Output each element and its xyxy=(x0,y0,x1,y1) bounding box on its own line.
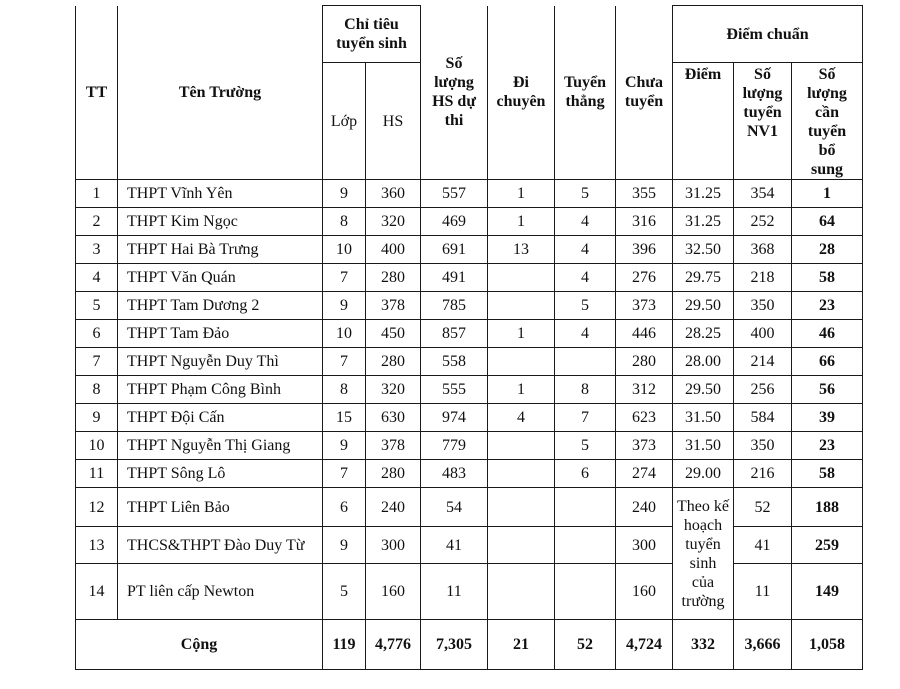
cell-diem: 28.00 xyxy=(673,348,734,376)
cell-hs: 630 xyxy=(366,404,421,432)
cell-du-thi: 41 xyxy=(421,527,488,564)
cell-tt: 12 xyxy=(76,488,118,527)
total-nv1: 3,666 xyxy=(734,620,792,670)
cell-diem: 31.25 xyxy=(673,180,734,208)
cell-nv1: 41 xyxy=(734,527,792,564)
cell-du-thi: 557 xyxy=(421,180,488,208)
cell-tuyen-thang xyxy=(555,564,616,620)
header-so-luong-tuyen-nv1: Số lượng tuyển NV1 xyxy=(734,63,792,180)
cell-lop: 7 xyxy=(323,460,366,488)
cell-school-name: THPT Kim Ngọc xyxy=(118,208,323,236)
cell-hs: 300 xyxy=(366,527,421,564)
table-row xyxy=(76,432,863,460)
cell-bo-sung: 1 xyxy=(792,180,863,208)
cell-school-name: THPT Đội Cấn xyxy=(118,404,323,432)
cell-lop: 7 xyxy=(323,348,366,376)
cell-diem: 28.25 xyxy=(673,320,734,348)
cell-tt: 11 xyxy=(76,460,118,488)
cell-bo-sung: 28 xyxy=(792,236,863,264)
cell-school-name: THPT Phạm Công Bình xyxy=(118,376,323,404)
cell-du-thi: 974 xyxy=(421,404,488,432)
cell-tuyen-thang: 5 xyxy=(555,180,616,208)
cell-lop: 6 xyxy=(323,488,366,527)
cell-nv1: 218 xyxy=(734,264,792,292)
header-diem: Điểm xyxy=(673,63,734,180)
cell-tt: 2 xyxy=(76,208,118,236)
cell-nv1: 350 xyxy=(734,432,792,460)
table-row xyxy=(76,376,863,404)
cell-di-chuyen: 1 xyxy=(488,376,555,404)
table-row xyxy=(76,488,863,527)
cell-hs: 280 xyxy=(366,264,421,292)
cell-hs: 280 xyxy=(366,348,421,376)
cell-lop: 9 xyxy=(323,432,366,460)
cell-lop: 10 xyxy=(323,320,366,348)
cell-tt: 10 xyxy=(76,432,118,460)
cell-chua-tuyen: 396 xyxy=(616,236,673,264)
table-row xyxy=(76,527,863,564)
table-row xyxy=(76,264,863,292)
table-row xyxy=(76,208,863,236)
total-diem: 332 xyxy=(673,620,734,670)
cell-nv1: 256 xyxy=(734,376,792,404)
cell-bo-sung: 64 xyxy=(792,208,863,236)
header-lop: Lớp xyxy=(323,63,366,180)
cell-hs: 378 xyxy=(366,432,421,460)
cell-tuyen-thang: 7 xyxy=(555,404,616,432)
total-label: Cộng xyxy=(76,620,323,670)
cell-hs: 378 xyxy=(366,292,421,320)
cell-chua-tuyen: 623 xyxy=(616,404,673,432)
table-row xyxy=(76,348,863,376)
cell-nv1: 52 xyxy=(734,488,792,527)
cell-school-name: THCS&THPT Đào Duy Từ xyxy=(118,527,323,564)
cell-diem-merged-note: Theo kế hoạch tuyển sinh của trường xyxy=(673,488,734,620)
cell-diem: 31.50 xyxy=(673,404,734,432)
cell-di-chuyen: 13 xyxy=(488,236,555,264)
cell-school-name: THPT Nguyễn Thị Giang xyxy=(118,432,323,460)
table-row xyxy=(76,564,863,620)
cell-hs: 320 xyxy=(366,376,421,404)
cell-hs: 320 xyxy=(366,208,421,236)
cell-di-chuyen xyxy=(488,488,555,527)
cell-di-chuyen xyxy=(488,527,555,564)
cell-nv1: 216 xyxy=(734,460,792,488)
header-tuyen-thang: Tuyển thẳng xyxy=(555,6,616,180)
cell-tt: 9 xyxy=(76,404,118,432)
cell-school-name: THPT Tam Dương 2 xyxy=(118,292,323,320)
cell-bo-sung: 58 xyxy=(792,460,863,488)
cell-bo-sung: 23 xyxy=(792,292,863,320)
cell-hs: 450 xyxy=(366,320,421,348)
cell-di-chuyen xyxy=(488,564,555,620)
cell-chua-tuyen: 276 xyxy=(616,264,673,292)
header-so-luong-can-tuyen-bo-sung: Số lượng cần tuyển bổ sung xyxy=(792,63,863,180)
cell-tt: 5 xyxy=(76,292,118,320)
cell-chua-tuyen: 300 xyxy=(616,527,673,564)
total-row xyxy=(76,620,863,670)
cell-bo-sung: 149 xyxy=(792,564,863,620)
cell-chua-tuyen: 240 xyxy=(616,488,673,527)
header-hs: HS xyxy=(366,63,421,180)
cell-lop: 5 xyxy=(323,564,366,620)
cell-nv1: 584 xyxy=(734,404,792,432)
table-row xyxy=(76,460,863,488)
cell-nv1: 350 xyxy=(734,292,792,320)
cell-lop: 10 xyxy=(323,236,366,264)
cell-school-name: THPT Tam Đảo xyxy=(118,320,323,348)
header-chua-tuyen: Chưa tuyển xyxy=(616,6,673,180)
cell-du-thi: 558 xyxy=(421,348,488,376)
cell-chua-tuyen: 316 xyxy=(616,208,673,236)
cell-du-thi: 483 xyxy=(421,460,488,488)
cell-nv1: 252 xyxy=(734,208,792,236)
cell-tt: 8 xyxy=(76,376,118,404)
cell-tt: 6 xyxy=(76,320,118,348)
cell-tt: 14 xyxy=(76,564,118,620)
cell-school-name: PT liên cấp Newton xyxy=(118,564,323,620)
cell-diem: 31.50 xyxy=(673,432,734,460)
cell-hs: 360 xyxy=(366,180,421,208)
cell-tt: 1 xyxy=(76,180,118,208)
cell-nv1: 400 xyxy=(734,320,792,348)
cell-lop: 9 xyxy=(323,292,366,320)
cell-nv1: 354 xyxy=(734,180,792,208)
cell-chua-tuyen: 312 xyxy=(616,376,673,404)
cell-bo-sung: 39 xyxy=(792,404,863,432)
cell-tuyen-thang: 5 xyxy=(555,432,616,460)
cell-school-name: THPT Hai Bà Trưng xyxy=(118,236,323,264)
header-tt: TT xyxy=(76,6,118,180)
cell-tt: 4 xyxy=(76,264,118,292)
cell-school-name: THPT Nguyễn Duy Thì xyxy=(118,348,323,376)
total-tuyen-thang: 52 xyxy=(555,620,616,670)
cell-di-chuyen xyxy=(488,292,555,320)
cell-di-chuyen xyxy=(488,264,555,292)
cell-du-thi: 54 xyxy=(421,488,488,527)
cell-nv1: 11 xyxy=(734,564,792,620)
table-row xyxy=(76,404,863,432)
cell-nv1: 368 xyxy=(734,236,792,264)
cell-tuyen-thang xyxy=(555,488,616,527)
cell-chua-tuyen: 274 xyxy=(616,460,673,488)
cell-di-chuyen: 1 xyxy=(488,180,555,208)
cell-chua-tuyen: 160 xyxy=(616,564,673,620)
cell-tt: 3 xyxy=(76,236,118,264)
cell-tuyen-thang: 4 xyxy=(555,236,616,264)
total-chua-tuyen: 4,724 xyxy=(616,620,673,670)
cell-du-thi: 857 xyxy=(421,320,488,348)
cell-di-chuyen xyxy=(488,348,555,376)
cell-du-thi: 779 xyxy=(421,432,488,460)
header-diem-chuan: Điểm chuẩn xyxy=(673,6,863,63)
cell-hs: 280 xyxy=(366,460,421,488)
cell-bo-sung: 259 xyxy=(792,527,863,564)
cell-bo-sung: 66 xyxy=(792,348,863,376)
cell-tuyen-thang: 4 xyxy=(555,320,616,348)
cell-school-name: THPT Vĩnh Yên xyxy=(118,180,323,208)
cell-diem: 29.75 xyxy=(673,264,734,292)
cell-di-chuyen: 1 xyxy=(488,208,555,236)
cell-tuyen-thang: 5 xyxy=(555,292,616,320)
cell-diem: 29.00 xyxy=(673,460,734,488)
cell-lop: 15 xyxy=(323,404,366,432)
cell-nv1: 214 xyxy=(734,348,792,376)
cell-chua-tuyen: 355 xyxy=(616,180,673,208)
cell-du-thi: 785 xyxy=(421,292,488,320)
cell-school-name: THPT Văn Quán xyxy=(118,264,323,292)
cell-hs: 240 xyxy=(366,488,421,527)
cell-school-name: THPT Sông Lô xyxy=(118,460,323,488)
cell-tuyen-thang xyxy=(555,527,616,564)
cell-chua-tuyen: 373 xyxy=(616,292,673,320)
cell-di-chuyen: 1 xyxy=(488,320,555,348)
cell-du-thi: 691 xyxy=(421,236,488,264)
cell-du-thi: 11 xyxy=(421,564,488,620)
cell-school-name: THPT Liên Bảo xyxy=(118,488,323,527)
total-hs: 4,776 xyxy=(366,620,421,670)
total-bo-sung: 1,058 xyxy=(792,620,863,670)
cell-tt: 7 xyxy=(76,348,118,376)
cell-lop: 8 xyxy=(323,376,366,404)
cell-lop: 9 xyxy=(323,527,366,564)
cell-diem: 29.50 xyxy=(673,376,734,404)
cell-hs: 160 xyxy=(366,564,421,620)
cell-du-thi: 555 xyxy=(421,376,488,404)
cell-du-thi: 491 xyxy=(421,264,488,292)
total-di-chuyen: 21 xyxy=(488,620,555,670)
header-ten-truong: Tên Trường xyxy=(118,6,323,180)
header-so-luong-hs-du-thi: Số lượng HS dự thi xyxy=(421,6,488,180)
cell-tuyen-thang: 4 xyxy=(555,264,616,292)
admissions-table xyxy=(75,5,863,670)
header-di-chuyen: Đi chuyên xyxy=(488,6,555,180)
cell-tuyen-thang xyxy=(555,348,616,376)
cell-tt: 13 xyxy=(76,527,118,564)
cell-lop: 8 xyxy=(323,208,366,236)
cell-chua-tuyen: 373 xyxy=(616,432,673,460)
cell-chua-tuyen: 446 xyxy=(616,320,673,348)
cell-bo-sung: 188 xyxy=(792,488,863,527)
cell-bo-sung: 58 xyxy=(792,264,863,292)
total-du-thi: 7,305 xyxy=(421,620,488,670)
cell-lop: 9 xyxy=(323,180,366,208)
cell-bo-sung: 46 xyxy=(792,320,863,348)
cell-diem: 29.50 xyxy=(673,292,734,320)
cell-tuyen-thang: 8 xyxy=(555,376,616,404)
header-chi-tieu-tuyen-sinh: Chỉ tiêu tuyển sinh xyxy=(323,6,421,63)
cell-diem: 31.25 xyxy=(673,208,734,236)
cell-du-thi: 469 xyxy=(421,208,488,236)
total-lop: 119 xyxy=(323,620,366,670)
cell-hs: 400 xyxy=(366,236,421,264)
cell-di-chuyen xyxy=(488,460,555,488)
cell-di-chuyen: 4 xyxy=(488,404,555,432)
cell-tuyen-thang: 4 xyxy=(555,208,616,236)
cell-lop: 7 xyxy=(323,264,366,292)
table-row xyxy=(76,292,863,320)
cell-diem: 32.50 xyxy=(673,236,734,264)
table-row xyxy=(76,320,863,348)
cell-tuyen-thang: 6 xyxy=(555,460,616,488)
table-row xyxy=(76,236,863,264)
cell-di-chuyen xyxy=(488,432,555,460)
cell-chua-tuyen: 280 xyxy=(616,348,673,376)
cell-bo-sung: 23 xyxy=(792,432,863,460)
table-row xyxy=(76,180,863,208)
cell-bo-sung: 56 xyxy=(792,376,863,404)
